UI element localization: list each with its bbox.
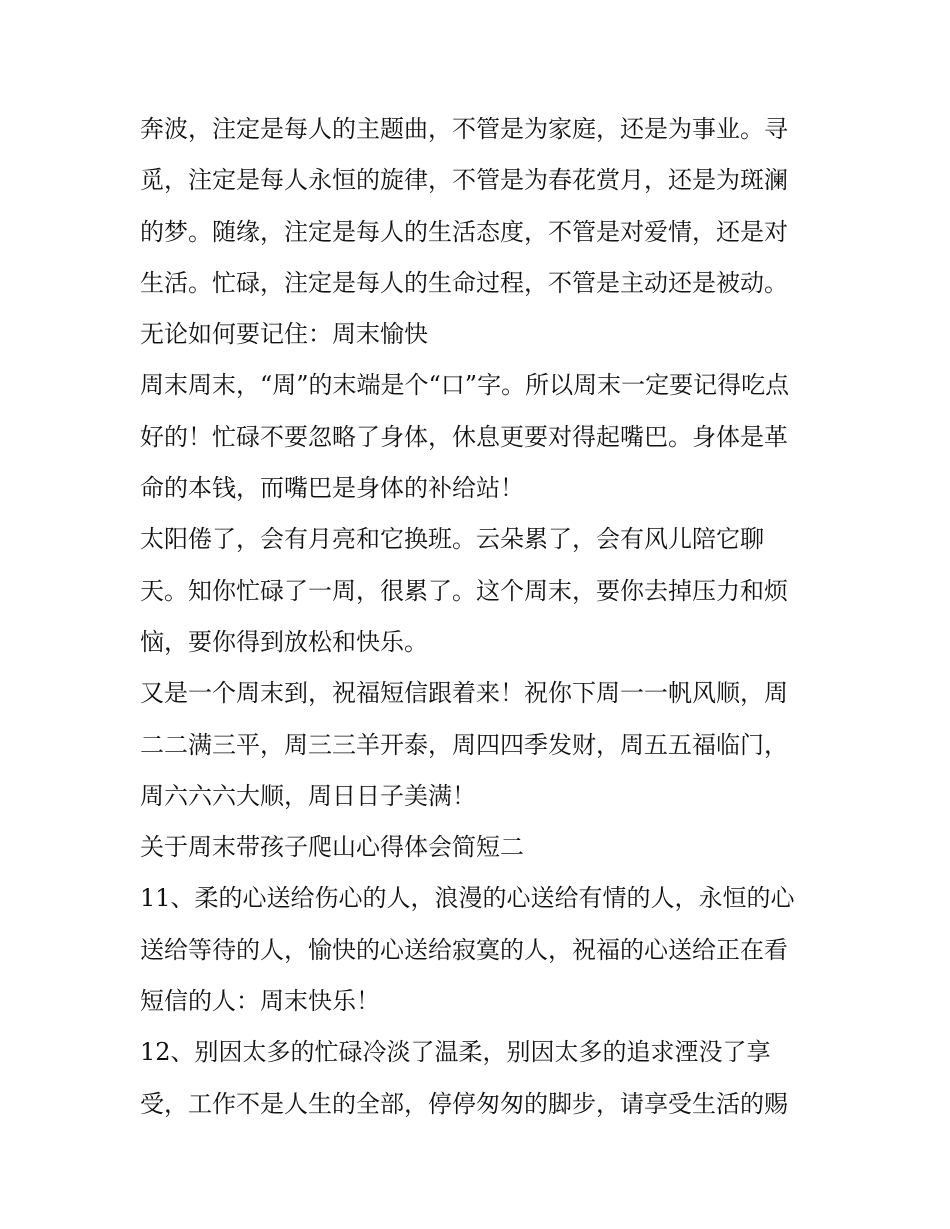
text-line: 又是一个周末到，祝福短信跟着来！祝你下周一一帆风顺，周	[140, 679, 788, 708]
text-line: 的梦。随缘，注定是每人的生活态度，不管是对爱情，还是对	[140, 217, 788, 246]
text-line: 命的本钱，而嘴巴是身体的补给站！	[140, 474, 524, 503]
text-line: 天。知你忙碌了一周，很累了。这个周末，要你去掉压力和烦	[140, 576, 788, 605]
text-line: 周六六六大顺，周日日子美满！	[140, 781, 476, 810]
text-line: 生活。忙碌，注定是每人的生命过程，不管是主动还是被动。	[140, 268, 788, 297]
document-body	[140, 104, 820, 1130]
text-line: 送给等待的人，愉快的心送给寂寞的人，祝福的心送给正在看	[140, 935, 788, 964]
text-line: 11、柔的心送给伤心的人，浪漫的心送给有情的人，永恒的心	[140, 884, 795, 913]
text-line: 二二满三平，周三三羊开泰，周四四季发财，周五五福临门，	[140, 730, 788, 759]
section-heading: 关于周末带孩子爬山心得体会简短二	[140, 833, 524, 862]
section-heading: 无论如何要记住：周末愉快	[140, 320, 428, 349]
text-line: 恼，要你得到放松和快乐。	[140, 627, 428, 656]
text-line: 觅，注定是每人永恒的旋律，不管是为春花赏月，还是为斑澜	[140, 166, 788, 195]
text-line: 短信的人：周末快乐！	[140, 987, 380, 1016]
text-line: 周末周末，“周”的末端是个“口”字。所以周末一定要记得吃点	[140, 371, 790, 400]
text-line: 12、别因太多的忙碌冷淡了温柔，别因太多的追求湮没了享	[140, 1038, 771, 1067]
text-line: 太阳倦了，会有月亮和它换班。云朵累了，会有风儿陪它聊	[140, 525, 764, 554]
text-line: 好的！忙碌不要忽略了身体，休息更要对得起嘴巴。身体是革	[140, 422, 788, 451]
text-line: 受，工作不是人生的全部，停停匆匆的脚步，请享受生活的赐	[140, 1089, 788, 1118]
text-line: 奔波，注定是每人的主题曲，不管是为家庭，还是为事业。寻	[140, 115, 788, 143]
